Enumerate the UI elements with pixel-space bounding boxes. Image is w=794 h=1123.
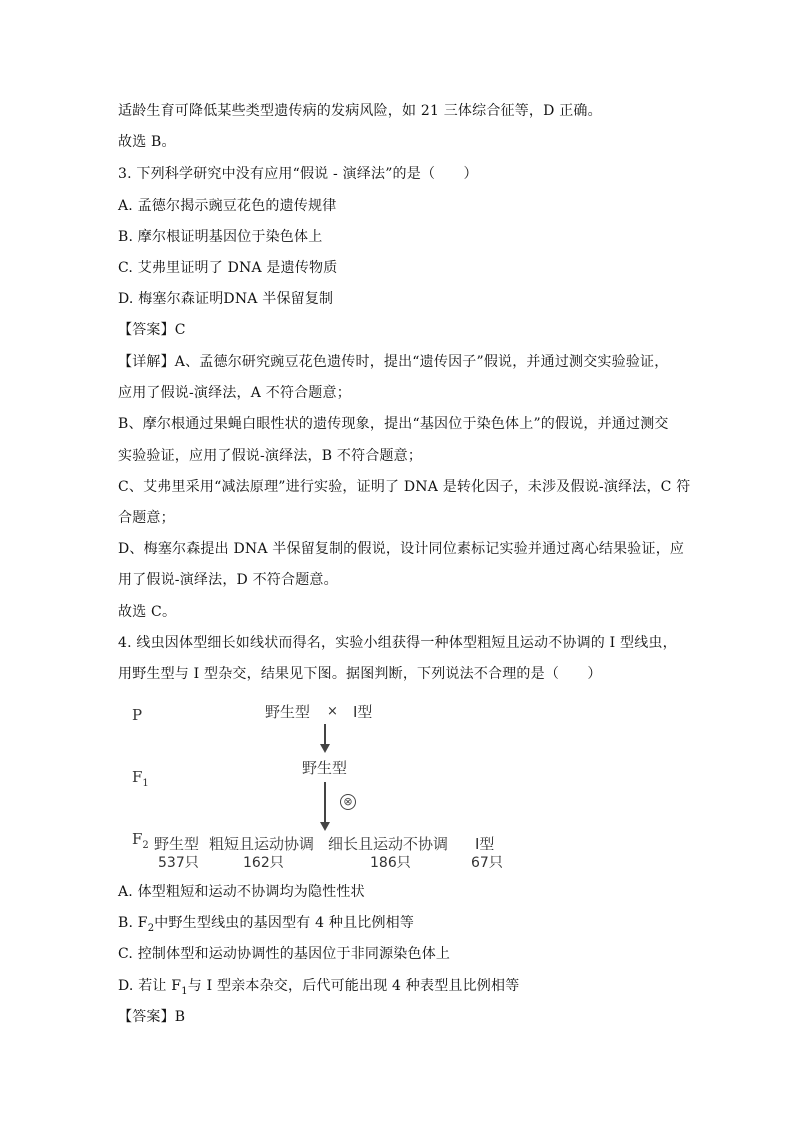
f2-phenotype-3: 细长且运动不协调 [328, 835, 449, 853]
explanation-line-6: 合题意； [118, 510, 175, 526]
question-3-stem: 3. 下列科学研究中没有应用“假说 - 演绎法”的是（ ） [118, 166, 478, 182]
text-line-1: 适龄生育可降低某些类型遗传病的发病风险，如 21 三体综合征等，D 正确。 [118, 103, 602, 119]
parent-type-i: I型 [353, 703, 373, 721]
text-line-2: 故选 B。 [118, 134, 176, 150]
explanation-line-3: B、摩尔根通过果蝇白眼性状的遗传现象，提出“基因位于染色体上”的假说，并通过测交 [118, 416, 669, 432]
f2-count-2: 162只 [243, 855, 284, 871]
question-3-answer: 【答案】C [118, 322, 186, 338]
explanation-line-7: D、梅塞尔森提出 DNA 半保留复制的假说，设计同位素标记实验并通过离心结果验证，应 [118, 541, 685, 557]
question-4-option-a: A. 体型粗短和运动不协调均为隐性性状 [118, 884, 365, 900]
f2-count-3: 186只 [370, 855, 411, 871]
question-3-option-c: C. 艾弗里证明了 DNA 是遗传物质 [118, 260, 338, 276]
arrow-p-to-f1-head [320, 744, 330, 753]
explanation-line-4: 实验验证，应用了假说-演绎法，B 不符合题意； [118, 448, 423, 464]
explanation-line-8: 用了假说-演绎法，D 不符合题意。 [118, 572, 338, 588]
question-4-option-c: C. 控制体型和运动协调性的基因位于非同源染色体上 [118, 946, 451, 962]
explanation-line-5: C、艾弗里采用“减法原理”进行实验，证明了 DNA 是转化因子，未涉及假说-演绎法，C 符 [118, 479, 691, 495]
question-4-answer: 【答案】B [118, 1009, 186, 1025]
question-3-option-b: B. 摩尔根证明基因位于染色体上 [118, 229, 323, 245]
selfing-symbol: ⊗ [340, 794, 356, 810]
f1-wild-type: 野生型 [302, 759, 348, 777]
f2-phenotype-1: 野生型 [154, 835, 200, 853]
question-4-option-d: D. 若让 $F_1$与 I 型亲本杂交，后代可能出现 4 种表型且比例相等 [118, 978, 520, 997]
arrow-f1-to-f2-head [320, 822, 330, 831]
question-4-option-b: B. $F_2$中野生型线虫的基因型有 4 种且比例相等 [118, 915, 415, 934]
f1-generation-label: $F_1$ [132, 768, 149, 789]
explanation-line-2: 应用了假说-演绎法，A 不符合题意； [118, 385, 351, 401]
f2-count-1: 537只 [158, 855, 199, 871]
explanation-line-1: 【详解】A、孟德尔研究豌豆花色遗传时，提出“遗传因子”假说，并通过测交实验验证， [118, 354, 669, 370]
question-4-stem-line-1: 4. 线虫因体型细长如线状而得名，实验小组获得一种体型粗短且运动不协调的 I 型线虫， [118, 635, 677, 651]
arrow-p-to-f1 [324, 724, 326, 746]
question-4-stem-line-2: 用野生型与 I 型杂交，结果见下图。据图判断，下列说法不合理的是（ ） [118, 666, 602, 682]
p-generation-label: P [132, 706, 143, 724]
f2-phenotype-4: I型 [475, 835, 495, 853]
f2-count-4: 67只 [471, 855, 503, 871]
question-3-option-d: D. 梅塞尔森证明DNA 半保留复制 [118, 291, 334, 307]
parent-wild-type: 野生型 [265, 703, 311, 721]
cross-symbol: × [327, 704, 338, 719]
f2-phenotype-2: 粗短且运动协调 [209, 835, 315, 853]
question-3-option-a: A. 孟德尔揭示豌豆花色的遗传规律 [118, 198, 337, 214]
question-3-selection: 故选 C。 [118, 604, 177, 620]
arrow-f1-to-f2 [324, 782, 326, 824]
genetic-cross-diagram [118, 698, 518, 878]
f2-generation-label: $F_2$ [132, 830, 149, 851]
